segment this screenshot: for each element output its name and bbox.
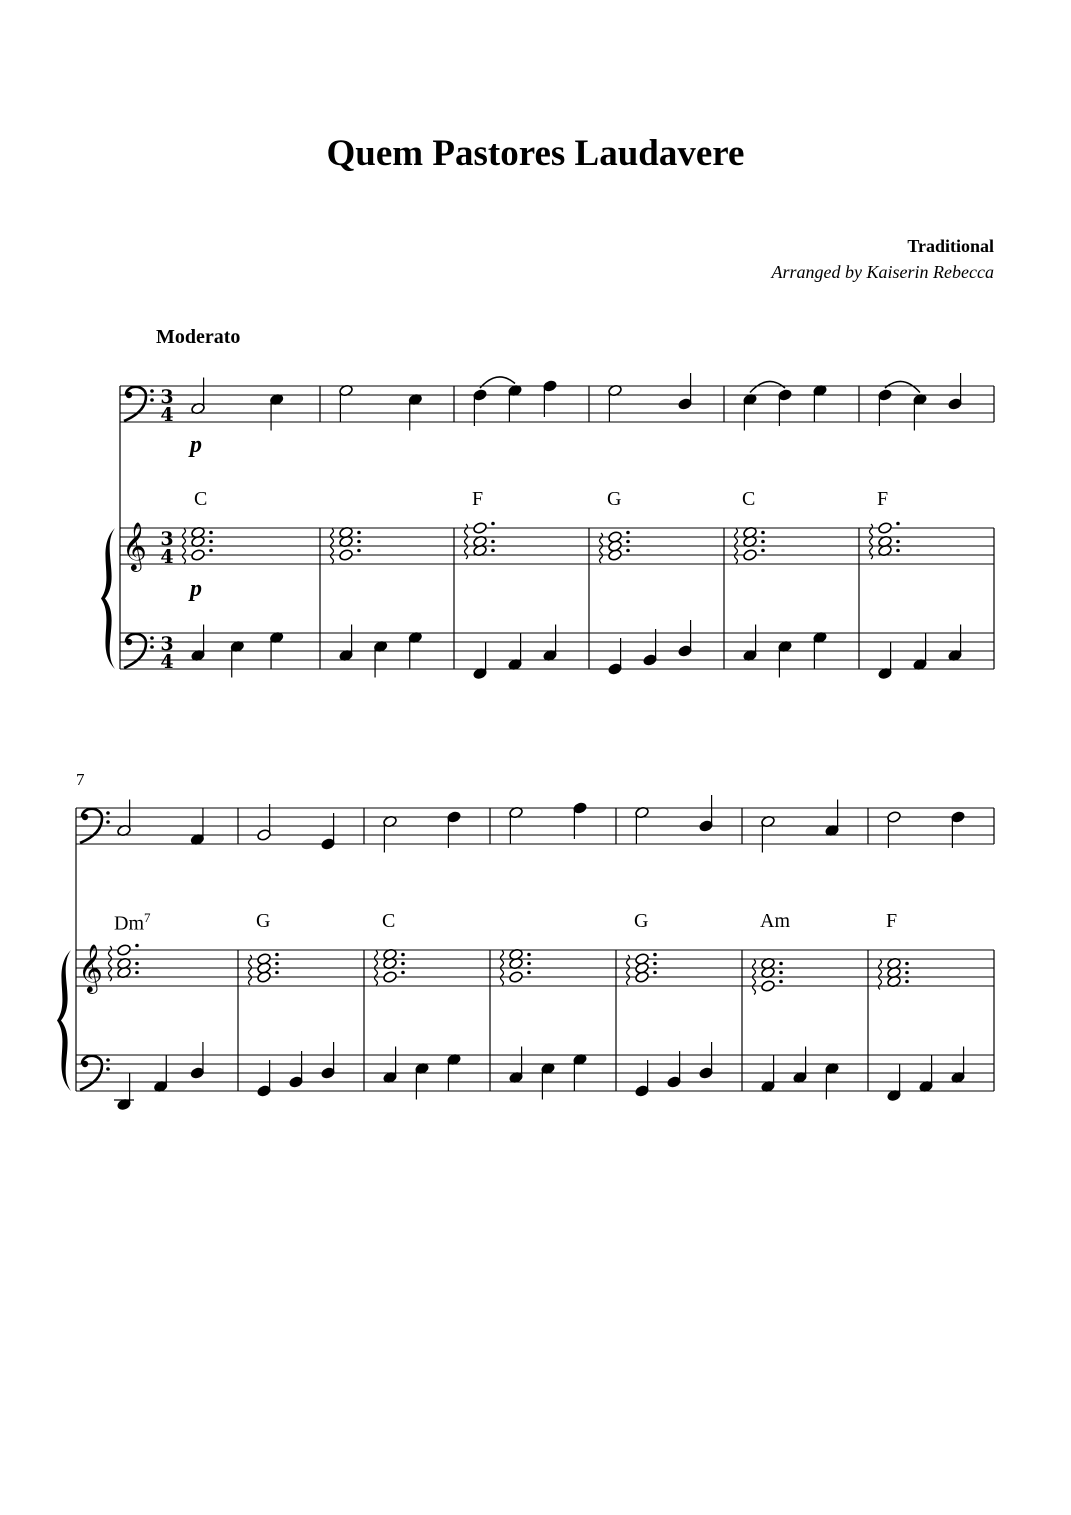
time-signature-top: 3 [160, 633, 174, 655]
chord-root: F [886, 910, 898, 932]
augmentation-dot [357, 549, 361, 553]
augmentation-dot [209, 540, 213, 544]
bass-clef-dot [150, 645, 154, 649]
chord-root: G [607, 488, 622, 510]
time-signature-bottom: 4 [160, 404, 174, 426]
time-signature-top: 3 [160, 528, 174, 550]
piano-rh-note [878, 522, 893, 535]
tempo-marking: Moderato [156, 326, 241, 348]
measure-number: 7 [76, 770, 85, 789]
arpeggio-mark [465, 524, 468, 559]
augmentation-dot [209, 531, 213, 535]
dynamic-piano: p [190, 576, 202, 602]
bass-clef-dot [106, 811, 110, 815]
chord-root: Dm [114, 912, 144, 935]
piano-rh-note [509, 971, 524, 984]
augmentation-dot [779, 971, 783, 975]
augmentation-dot [491, 540, 495, 544]
augmentation-dot [527, 953, 531, 957]
time-signature-bottom: 4 [160, 651, 174, 673]
augmentation-dot [357, 540, 361, 544]
augmentation-dot [905, 980, 909, 984]
augmentation-dot [896, 522, 900, 526]
arpeggio-mark [870, 524, 873, 559]
augmentation-dot [209, 549, 213, 553]
augmentation-dot [527, 971, 531, 975]
augmentation-dot [905, 962, 909, 966]
chord-root: Am [760, 910, 790, 932]
bass-clef-icon [82, 1061, 88, 1067]
augmentation-dot [401, 971, 405, 975]
augmentation-dot [905, 971, 909, 975]
chord-extension: 7 [144, 910, 151, 925]
piano-brace [101, 528, 115, 669]
bass-clef-dot [106, 820, 110, 824]
slur [750, 381, 785, 392]
piano-rh-note [743, 549, 758, 562]
bass-clef-icon [126, 392, 132, 398]
arpeggio-mark [879, 960, 882, 990]
augmentation-dot [653, 971, 657, 975]
chord-root: F [472, 488, 484, 510]
treble-clef-icon: 𝄞 [122, 521, 147, 570]
augmentation-dot [626, 531, 630, 535]
chord-root: G [634, 910, 649, 932]
piano-brace [57, 950, 71, 1091]
bass-clef-dot [106, 1058, 110, 1062]
composer-credit: Traditional [907, 236, 994, 256]
piano-rh-note [191, 549, 206, 562]
augmentation-dot [779, 962, 783, 966]
piano-rh-note [257, 953, 272, 966]
augmentation-dot [527, 962, 531, 966]
augmentation-dot [896, 540, 900, 544]
chord-root: G [256, 910, 271, 932]
augmentation-dot [761, 531, 765, 535]
augmentation-dot [401, 962, 405, 966]
augmentation-dot [761, 540, 765, 544]
augmentation-dot [135, 971, 139, 975]
bass-clef-dot [150, 636, 154, 640]
dynamic-melody: p [190, 432, 202, 458]
piano-rh-note [473, 522, 488, 535]
augmentation-dot [275, 971, 279, 975]
piano-rh-note [383, 971, 398, 984]
augmentation-dot [275, 962, 279, 966]
time-signature-bottom: 4 [160, 546, 174, 568]
chord-root: C [742, 488, 756, 510]
augmentation-dot [653, 962, 657, 966]
bass-clef-dot [106, 1067, 110, 1071]
chord-root: C [382, 910, 396, 932]
bass-clef-dot [150, 389, 154, 393]
arranger-credit: Arranged by Kaiserin Rebecca [771, 262, 994, 282]
augmentation-dot [275, 953, 279, 957]
augmentation-dot [135, 962, 139, 966]
augmentation-dot [779, 980, 783, 984]
treble-clef-icon: 𝄞 [78, 943, 103, 992]
augmentation-dot [653, 953, 657, 957]
augmentation-dot [896, 549, 900, 553]
piano-rh-note [761, 980, 776, 993]
bass-clef-dot [150, 398, 154, 402]
piano-rh-note [339, 549, 354, 562]
bass-clef-icon [126, 639, 132, 645]
augmentation-dot [401, 953, 405, 957]
page-title: Quem Pastores Laudavere [326, 133, 745, 174]
piano-rh-note [117, 944, 132, 957]
chord-root: F [877, 488, 889, 510]
augmentation-dot [491, 522, 495, 526]
piano-rh-note [608, 531, 623, 544]
slur [885, 381, 920, 392]
arpeggio-mark [109, 946, 112, 981]
chord-root: C [194, 488, 208, 510]
augmentation-dot [626, 549, 630, 553]
piano-rh-note [635, 953, 650, 966]
augmentation-dot [135, 944, 139, 948]
augmentation-dot [761, 549, 765, 553]
time-signature-top: 3 [160, 386, 174, 408]
augmentation-dot [626, 540, 630, 544]
augmentation-dot [357, 531, 361, 535]
bass-clef-icon [82, 814, 88, 820]
augmentation-dot [491, 549, 495, 553]
